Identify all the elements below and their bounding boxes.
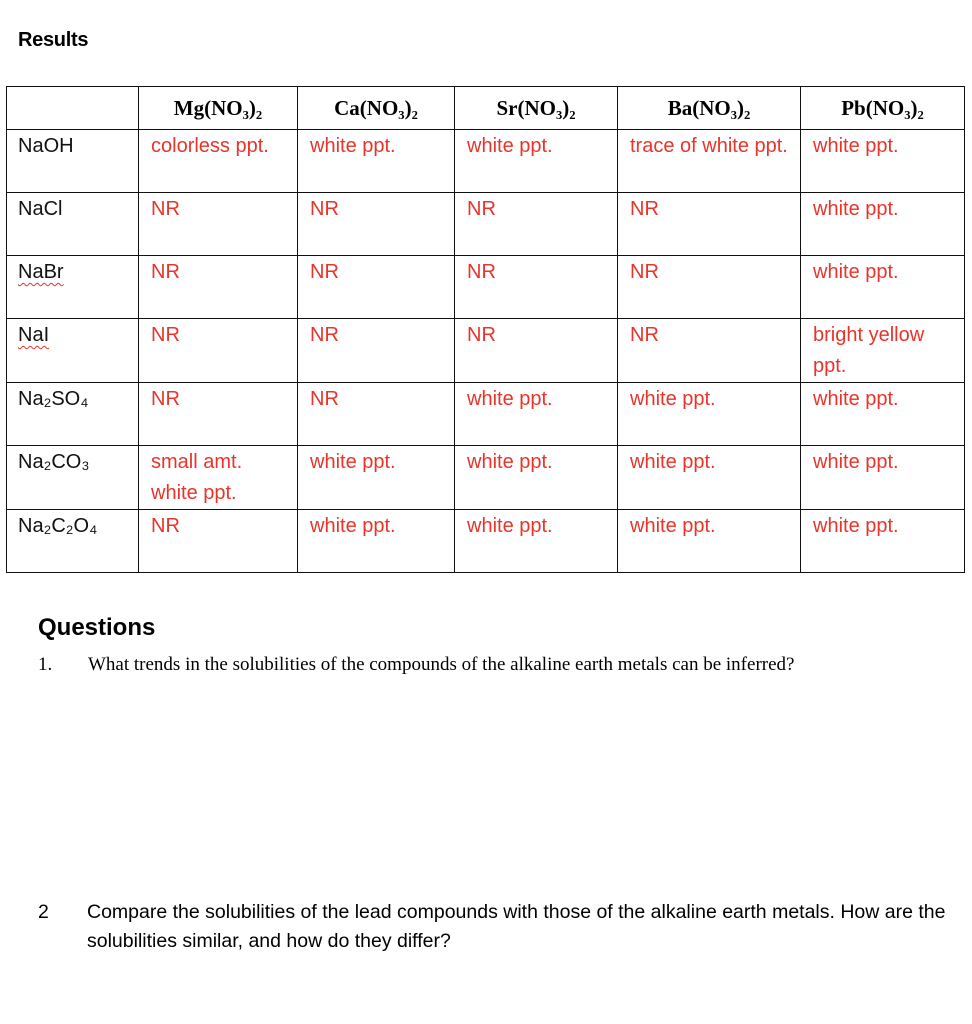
observation-cell: NR [455, 256, 618, 319]
column-header: Ca(NO₃)₂ [298, 87, 455, 130]
table-row [7, 256, 965, 319]
observation-cell: white ppt. [298, 510, 455, 573]
observation-cell: NR [139, 319, 298, 383]
observation-cell: white ppt. [618, 446, 801, 510]
observation-cell: white ppt. [298, 446, 455, 510]
row-label [7, 256, 139, 319]
observation-cell: bright yellow ppt. [801, 319, 965, 383]
table-row [7, 510, 965, 573]
observation-cell: NR [298, 383, 455, 446]
question-number: 2 [38, 901, 49, 923]
table-row [7, 319, 965, 383]
observation-cell: NR [298, 319, 455, 383]
table-row [7, 383, 965, 446]
observation-cell: white ppt. [801, 130, 965, 193]
observation-cell: trace of white ppt. [618, 130, 801, 193]
row-label: NaCl [7, 193, 139, 256]
observation-cell: NR [139, 256, 298, 319]
row-label: NaOH [7, 130, 139, 193]
column-header: Mg(NO₃)₂ [139, 87, 298, 130]
observation-cell: NR [618, 319, 801, 383]
observation-cell: NR [139, 193, 298, 256]
questions-heading: Questions [38, 614, 156, 641]
table-row [7, 130, 965, 193]
row-label: Na₂SO₄ [7, 383, 139, 446]
observation-cell: NR [455, 193, 618, 256]
results-table [6, 86, 965, 573]
observation-cell: white ppt. [455, 130, 618, 193]
observation-cell: NR [455, 319, 618, 383]
row-label-text: NaI [18, 324, 50, 346]
observation-cell: NR [618, 256, 801, 319]
corner-cell [7, 87, 139, 130]
observation-cell: white ppt. [455, 383, 618, 446]
observation-cell: NR [618, 193, 801, 256]
observation-cell: white ppt. [801, 383, 965, 446]
observation-cell: white ppt. [801, 256, 965, 319]
observation-cell: small amt. white ppt. [139, 446, 298, 510]
observation-cell: white ppt. [455, 510, 618, 573]
table-header-row [7, 87, 965, 130]
table-row [7, 193, 965, 256]
observation-cell: NR [298, 256, 455, 319]
observation-cell: white ppt. [801, 446, 965, 510]
column-header: Pb(NO₃)₂ [801, 87, 965, 130]
observation-cell: white ppt. [801, 193, 965, 256]
question-1 [38, 654, 958, 676]
question-number: 1. [38, 654, 53, 675]
results-heading: Results [18, 29, 89, 51]
observation-cell: white ppt. [618, 510, 801, 573]
observation-cell: NR [298, 193, 455, 256]
question-text: Compare the solubilities of the lead compounds with those of the alkaline earth metals. How are the solubilities similar, and how do they differ? [87, 901, 946, 952]
observation-cell: white ppt. [298, 130, 455, 193]
question-text: What trends in the solubilities of the compounds of the alkaline earth metals can be inferred? [88, 654, 795, 675]
observation-cell: colorless ppt. [139, 130, 298, 193]
row-label-text: NaBr [18, 261, 64, 283]
observation-cell: white ppt. [618, 383, 801, 446]
table-row [7, 446, 965, 510]
observation-cell: white ppt. [801, 510, 965, 573]
row-label: Na₂C₂O₄ [7, 510, 139, 573]
column-header: Sr(NO₃)₂ [455, 87, 618, 130]
observation-cell: NR [139, 510, 298, 573]
row-label: Na₂CO₃ [7, 446, 139, 510]
observation-cell: NR [139, 383, 298, 446]
column-header: Ba(NO₃)₂ [618, 87, 801, 130]
observation-cell: white ppt. [455, 446, 618, 510]
row-label [7, 319, 139, 383]
